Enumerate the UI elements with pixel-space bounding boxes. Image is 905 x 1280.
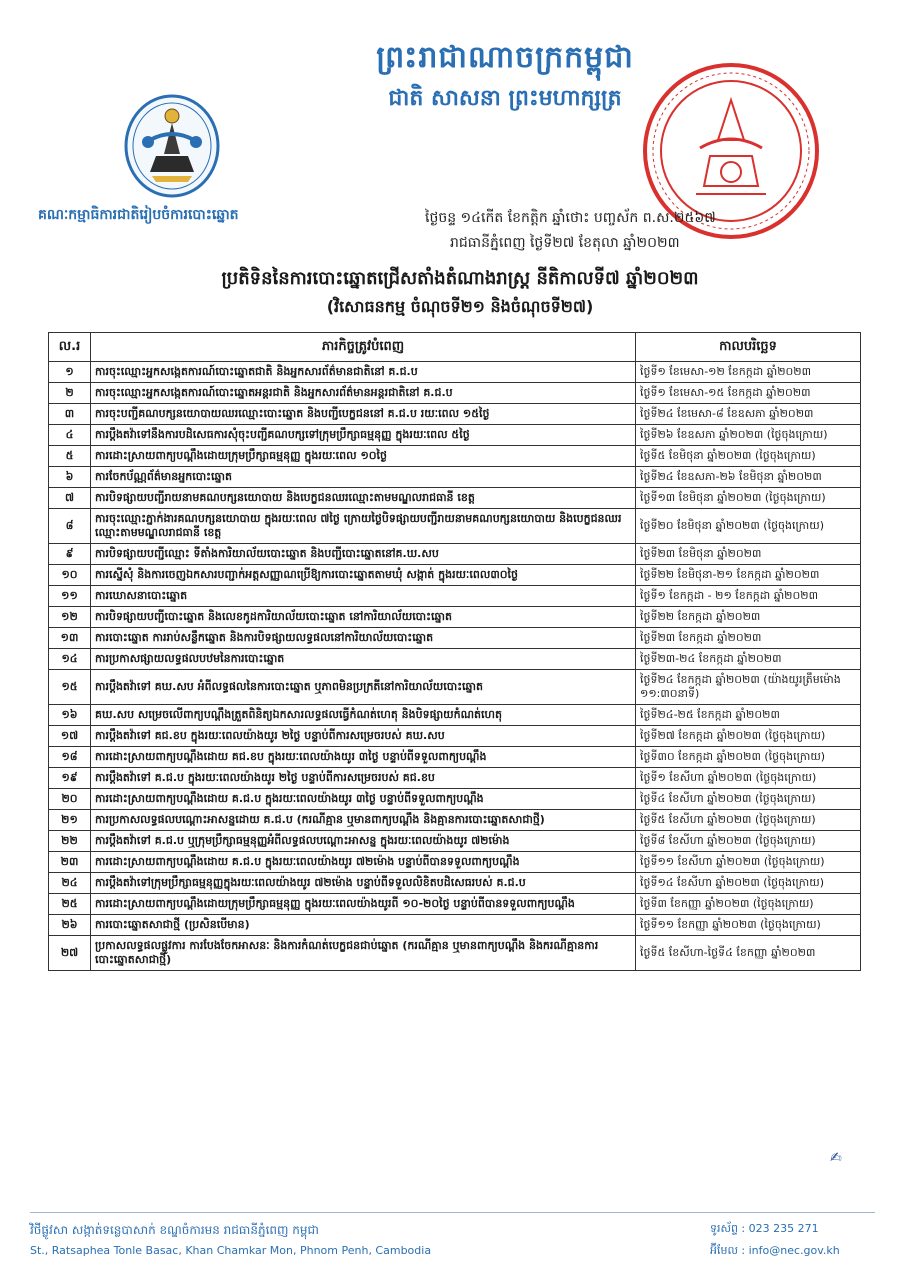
row-task: ការដោះស្រាយពាក្យបណ្តឹងដោយ គ.ជ.ប ក្នុងរយៈពេលយ៉ាងយូរ ៧២ម៉ោង បន្ទាប់ពីបានទទួលពាក្យបណ្តឹង xyxy=(91,852,636,873)
row-number: ១៣ xyxy=(49,628,91,649)
row-date: ថ្ងៃទី១១ ខែសីហា ឆ្នាំ២០២៣ (ថ្ងៃចុងក្រោយ) xyxy=(636,852,861,873)
row-date: ថ្ងៃទី៥ ខែសីហា-ថ្ងៃទី៤ ខែកញ្ញា ឆ្នាំ២០២៣ xyxy=(636,936,861,971)
city-date: រាជធានីភ្នំពេញ ថ្ងៃទី២៧ ខែតុលា ឆ្នាំ២០២៣ xyxy=(450,235,680,251)
row-number: ៥ xyxy=(49,446,91,467)
row-number: ២៧ xyxy=(49,936,91,971)
row-date: ថ្ងៃទី៥ ខែមិថុនា ឆ្នាំ២០២៣ (ថ្ងៃចុងក្រោយ) xyxy=(636,446,861,467)
row-date: ថ្ងៃទី១ ខែមេសា-១៥ ខែកក្កដា ឆ្នាំ២០២៣ xyxy=(636,383,861,404)
row-number: ១៦ xyxy=(49,705,91,726)
row-task: ការប្តឹងតវ៉ាទៅ គឃ.សប អំពីលទ្ធផលនៃការបោះឆ្នោត ឬភាពមិនប្រក្រតីនៅការិយាល័យបោះឆ្នោត xyxy=(91,670,636,705)
row-date: ថ្ងៃទី២៤ ខែកក្កដា ឆ្នាំ២០២៣ (យ៉ាងយូរត្រឹមម៉ោង ១១:៣០នាទី) xyxy=(636,670,861,705)
row-task: ការប្តឹងតវ៉ាទៅ គ.ជ.ប ឬក្រុមប្រឹក្សាធម្មនុញ្ញអំពីលទ្ធផលបណ្តោះអាសន្ន ក្នុងរយៈពេលយ៉ាងយូរ ៧២ម៉ោង xyxy=(91,831,636,852)
row-task: ការដោះស្រាយពាក្យបណ្តឹងដោយ គ.ជ.ប ក្នុងរយៈពេលយ៉ាងយូរ ៣ថ្ងៃ បន្ទាប់ពីទទួលពាក្យបណ្តឹង xyxy=(91,789,636,810)
row-number: ៧ xyxy=(49,488,91,509)
row-date: ថ្ងៃទី២៦ ខែឧសភា ឆ្នាំ២០២៣ (ថ្ងៃចុងក្រោយ) xyxy=(636,425,861,446)
table-row xyxy=(49,362,861,383)
row-date: ថ្ងៃទី១១ ខែកញ្ញា ឆ្នាំ២០២៣ (ថ្ងៃចុងក្រោយ) xyxy=(636,915,861,936)
row-task: ការប្តឹងតវ៉ាទៅក្រុមប្រឹក្សាធម្មនុញ្ញក្នុងរយៈពេលយ៉ាងយូរ ៧២ម៉ោង បន្ទាប់ពីទទួលលិខិតបដិសេធរបស់ គ.ជ.ប xyxy=(91,873,636,894)
row-date: ថ្ងៃទី២០ ខែមិថុនា ឆ្នាំ២០២៣ (ថ្ងៃចុងក្រោយ) xyxy=(636,509,861,544)
row-date: ថ្ងៃទី១ ខែមេសា-១២ ខែកក្កដា ឆ្នាំ២០២៣ xyxy=(636,362,861,383)
table-row xyxy=(49,768,861,789)
row-number: ៣ xyxy=(49,404,91,425)
row-number: ៩ xyxy=(49,544,91,565)
row-task: ការចុះបញ្ជីគណបក្សនយោបាយឈរឈ្មោះបោះឆ្នោត និងបញ្ជីបេក្ខជននៅ គ.ជ.ប រយៈពេល ១៥ថ្ងៃ xyxy=(91,404,636,425)
footer-address-khmer: វិថីផ្លូវសា សង្កាត់ទន្លេបាសាក់ ខណ្ឌចំការមន រាជធានីភ្នំពេញ កម្ពុជា xyxy=(30,1223,319,1237)
organization-name: គណៈកម្មាធិការជាតិរៀបចំការបោះឆ្នោត xyxy=(38,207,239,223)
row-number: ១២ xyxy=(49,607,91,628)
row-date: ថ្ងៃទី២៤ ខែមេសា-៨ ខែឧសភា ឆ្នាំ២០២៣ xyxy=(636,404,861,425)
table-row xyxy=(49,446,861,467)
row-number: ២៦ xyxy=(49,915,91,936)
table-row xyxy=(49,831,861,852)
column-header-number: ល.រ xyxy=(49,333,91,362)
row-task: ការដោះស្រាយពាក្យបណ្តឹងដោយក្រុមប្រឹក្សាធម្មនុញ្ញ ក្នុងរយៈពេល ១០ថ្ងៃ xyxy=(91,446,636,467)
initials-mark: ✍ xyxy=(830,1150,842,1166)
row-task: ការដោះស្រាយពាក្យបណ្តឹងដោយ គជ.ខប ក្នុងរយៈពេលយ៉ាងយូរ ៣ថ្ងៃ បន្ទាប់ពីទទួលពាក្យបណ្តឹង xyxy=(91,747,636,768)
row-task: ការប្តឹងតវ៉ាទៅ គជ.ខប ក្នុងរយៈពេលយ៉ាងយូរ ២ថ្ងៃ បន្ទាប់ពីការសម្រេចរបស់ គឃ.សប xyxy=(91,726,636,747)
footer-email: អ៊ីមែល : info@nec.gov.kh xyxy=(710,1244,840,1257)
table-row xyxy=(49,488,861,509)
table-row xyxy=(49,705,861,726)
row-task: ការបិទផ្សាយបញ្ជីបោះឆ្នោត និងលេខកូដការិយាល័យបោះឆ្នោត នៅការិយាល័យបោះឆ្នោត xyxy=(91,607,636,628)
row-task: ការប្រកាសផ្សាយលទ្ធផលបឋមនៃការបោះឆ្នោត xyxy=(91,649,636,670)
row-number: ៨ xyxy=(49,509,91,544)
lunar-date: ថ្ងៃចន្ទ ១៤កើត ខែកត្តិក ឆ្នាំថោះ បញ្ចស័ក ព.ស.២៥៦៧ xyxy=(425,210,716,226)
table-row xyxy=(49,425,861,446)
row-task: ការឃោសនាបោះឆ្នោត xyxy=(91,586,636,607)
row-task: ការប្តឹងតវ៉ាទៅនឹងការបដិសេធការសុំចុះបញ្ជីគណបក្សទៅក្រុមប្រឹក្សាធម្មនុញ្ញ ក្នុងរយៈពេល ៥ថ្ងៃ xyxy=(91,425,636,446)
row-task: ការចុះឈ្មោះអ្នកសង្កេតការណ៍បោះឆ្នោតអន្តរជាតិ និងអ្នកសារព័ត៌មានអន្តរជាតិនៅ គ.ជ.ប xyxy=(91,383,636,404)
row-number: ១៤ xyxy=(49,649,91,670)
table-row xyxy=(49,649,861,670)
table-row xyxy=(49,467,861,488)
election-calendar-table xyxy=(48,332,861,971)
row-number: ៤ xyxy=(49,425,91,446)
footer-phone: ទូរស័ព្ទ : 023 235 271 xyxy=(710,1222,819,1235)
table-row xyxy=(49,894,861,915)
row-number: ២១ xyxy=(49,810,91,831)
table-row xyxy=(49,565,861,586)
table-row xyxy=(49,586,861,607)
row-number: ៦ xyxy=(49,467,91,488)
row-task: ការចុះឈ្មោះអ្នកសង្កេតការណ៍បោះឆ្នោតជាតិ និងអ្នកសារព័ត៌មានជាតិនៅ គ.ជ.ប xyxy=(91,362,636,383)
row-task: ការប្រកាសលទ្ធផលបណ្តោះអាសន្នដោយ គ.ជ.ប (ករណីគ្មាន ឬមានពាក្យបណ្តឹង និងគ្មានការបោះឆ្នោតសាជាថ្មី) xyxy=(91,810,636,831)
row-date: ថ្ងៃទី១៣ ខែមិថុនា ឆ្នាំ២០២៣ (ថ្ងៃចុងក្រោយ) xyxy=(636,488,861,509)
row-number: ១៩ xyxy=(49,768,91,789)
table-row xyxy=(49,810,861,831)
row-task: ការចុះឈ្មោះភ្នាក់ងារគណបក្សនយោបាយ ក្នុងរយៈពេល ៧ថ្ងៃ ក្រោយថ្ងៃបិទផ្សាយបញ្ជីរាយនាមគណបក្សនយោបាយ និងបេក្ខជនឈរឈ្មោះតាមមណ្ឌលរាជធានី ខេត្ត xyxy=(91,509,636,544)
row-number: ១១ xyxy=(49,586,91,607)
row-date: ថ្ងៃទី១៤ ខែសីហា ឆ្នាំ២០២៣ (ថ្ងៃចុងក្រោយ) xyxy=(636,873,861,894)
kingdom-heading: ព្រះរាជាណាចក្រកម្ពុជា xyxy=(376,40,634,75)
table-row xyxy=(49,404,861,425)
row-date: ថ្ងៃទី២៧ ខែកក្កដា ឆ្នាំ២០២៣ (ថ្ងៃចុងក្រោយ) xyxy=(636,726,861,747)
row-date: ថ្ងៃទី៥ ខែសីហា ឆ្នាំ២០២៣ (ថ្ងៃចុងក្រោយ) xyxy=(636,810,861,831)
row-number: ២០ xyxy=(49,789,91,810)
row-date: ថ្ងៃទី៨ ខែសីហា ឆ្នាំ២០២៣ (ថ្ងៃចុងក្រោយ) xyxy=(636,831,861,852)
table-row xyxy=(49,852,861,873)
row-date: ថ្ងៃទី២៤ ខែឧសភា-២៦ ខែមិថុនា ឆ្នាំ២០២៣ xyxy=(636,467,861,488)
row-number: ១០ xyxy=(49,565,91,586)
row-task: ការបិទផ្សាយបញ្ជីឈ្មោះ ទីតាំងការិយាល័យបោះឆ្នោត និងបញ្ជីបោះឆ្នោតនៅគ.ឃ.សប xyxy=(91,544,636,565)
row-date: ថ្ងៃទី១ ខែសីហា ឆ្នាំ២០២៣ (ថ្ងៃចុងក្រោយ) xyxy=(636,768,861,789)
row-task: ការបិទផ្សាយបញ្ជីរាយនាមគណបក្សនយោបាយ និងបេក្ខជនឈរឈ្មោះតាមមណ្ឌលរាជធានី ខេត្ត xyxy=(91,488,636,509)
row-date: ថ្ងៃទី២២ ខែកក្កដា ឆ្នាំ២០២៣ xyxy=(636,607,861,628)
table-row xyxy=(49,936,861,971)
row-date: ថ្ងៃទី២៣ ខែមិថុនា ឆ្នាំ២០២៣ xyxy=(636,544,861,565)
table-row xyxy=(49,628,861,649)
table-row xyxy=(49,670,861,705)
row-date: ថ្ងៃទី២៣-២៤ ខែកក្កដា ឆ្នាំ២០២៣ xyxy=(636,649,861,670)
table-row xyxy=(49,789,861,810)
table-row xyxy=(49,383,861,404)
footer-divider xyxy=(30,1212,875,1213)
nec-emblem-icon xyxy=(122,92,222,200)
row-task: ការចែកប័ណ្ណព័ត៌មានអ្នកបោះឆ្នោត xyxy=(91,467,636,488)
row-task: គឃ.សប សម្រេចលើពាក្យបណ្តឹងត្រួតពិនិត្យឯកសារលទ្ធផលធ្វើកំណត់ហេតុ និងបិទផ្សាយកំណត់ហេតុ xyxy=(91,705,636,726)
table-row xyxy=(49,509,861,544)
row-number: ១៨ xyxy=(49,747,91,768)
column-header-date: កាលបរិច្ឆេទ xyxy=(636,333,861,362)
table-row xyxy=(49,607,861,628)
national-motto: ជាតិ សាសនា ព្រះមហាក្សត្រ xyxy=(388,86,622,111)
column-header-task: ភារកិច្ចត្រូវបំពេញ xyxy=(91,333,636,362)
row-task: ការបោះឆ្នោតសាជាថ្មី (ប្រសិនបើមាន) xyxy=(91,915,636,936)
table-header-row xyxy=(49,333,861,362)
row-task: ការស្នើសុំ និងការចេញឯកសារបញ្ជាក់អត្តសញ្ញាណប្រើឱ្យការបោះឆ្នោតតាមឃុំ សង្កាត់ ក្នុងរយៈពេល៣០ថ្ងៃ xyxy=(91,565,636,586)
table-row xyxy=(49,915,861,936)
row-task: ប្រកាសលទ្ធផលផ្លូវការ ការបែងចែកអាសនៈ និងការកំណត់បេក្ខជនជាប់ឆ្នោត (ករណីគ្មាន ឬមានពាក្យបណ្តឹង និងករណីគ្មានការបោះឆ្នោតសាជាថ្មី) xyxy=(91,936,636,971)
row-date: ថ្ងៃទី៣០ ខែកក្កដា ឆ្នាំ២០២៣ (ថ្ងៃចុងក្រោយ) xyxy=(636,747,861,768)
row-number: ១៧ xyxy=(49,726,91,747)
row-number: ២៣ xyxy=(49,852,91,873)
row-date: ថ្ងៃទី៤ ខែសីហា ឆ្នាំ២០២៣ (ថ្ងៃចុងក្រោយ) xyxy=(636,789,861,810)
row-date: ថ្ងៃទី២២ ខែមិថុនា-២១ ខែកក្កដា ឆ្នាំ២០២៣ xyxy=(636,565,861,586)
row-number: ២៥ xyxy=(49,894,91,915)
row-number: ២២ xyxy=(49,831,91,852)
table-row xyxy=(49,873,861,894)
table-row xyxy=(49,747,861,768)
document-subtitle: (វិសោធនកម្ម ចំណុចទី២១ និងចំណុចទី២៧) xyxy=(326,297,594,316)
row-number: ២៤ xyxy=(49,873,91,894)
row-task: ការបោះឆ្នោត ការរាប់សន្លឹកឆ្នោត និងការបិទផ្សាយលទ្ធផលនៅការិយាល័យបោះឆ្នោត xyxy=(91,628,636,649)
table-row xyxy=(49,726,861,747)
row-date: ថ្ងៃទី១ ខែកក្កដា - ២១ ខែកក្កដា ឆ្នាំ២០២៣ xyxy=(636,586,861,607)
row-number: ១៥ xyxy=(49,670,91,705)
footer-address-english: St., Ratsaphea Tonle Basac, Khan Chamkar Mon, Phnom Penh, Cambodia xyxy=(30,1244,432,1257)
row-number: ២ xyxy=(49,383,91,404)
row-number: ១ xyxy=(49,362,91,383)
table-row xyxy=(49,544,861,565)
row-date: ថ្ងៃទី២៤-២៥ ខែកក្កដា ឆ្នាំ២០២៣ xyxy=(636,705,861,726)
document-title: ប្រតិទិននៃការបោះឆ្នោតជ្រើសតាំងតំណាងរាស្ត្រ នីតិកាលទី៧ ឆ្នាំ២០២៣ xyxy=(221,268,699,289)
row-date: ថ្ងៃទី៣ ខែកញ្ញា ឆ្នាំ២០២៣ (ថ្ងៃចុងក្រោយ) xyxy=(636,894,861,915)
row-task: ការប្តឹងតវ៉ាទៅ គ.ជ.ប ក្នុងរយៈពេលយ៉ាងយូរ ២ថ្ងៃ បន្ទាប់ពីការសម្រេចរបស់ គជ.ខប xyxy=(91,768,636,789)
row-date: ថ្ងៃទី២៣ ខែកក្កដា ឆ្នាំ២០២៣ xyxy=(636,628,861,649)
row-task: ការដោះស្រាយពាក្យបណ្តឹងដោយក្រុមប្រឹក្សាធម្មនុញ្ញ ក្នុងរយៈពេលយ៉ាងយូរពី ១០-២០ថ្ងៃ បន្ទាប់ពីបានទទួលពាក្យបណ្តឹង xyxy=(91,894,636,915)
